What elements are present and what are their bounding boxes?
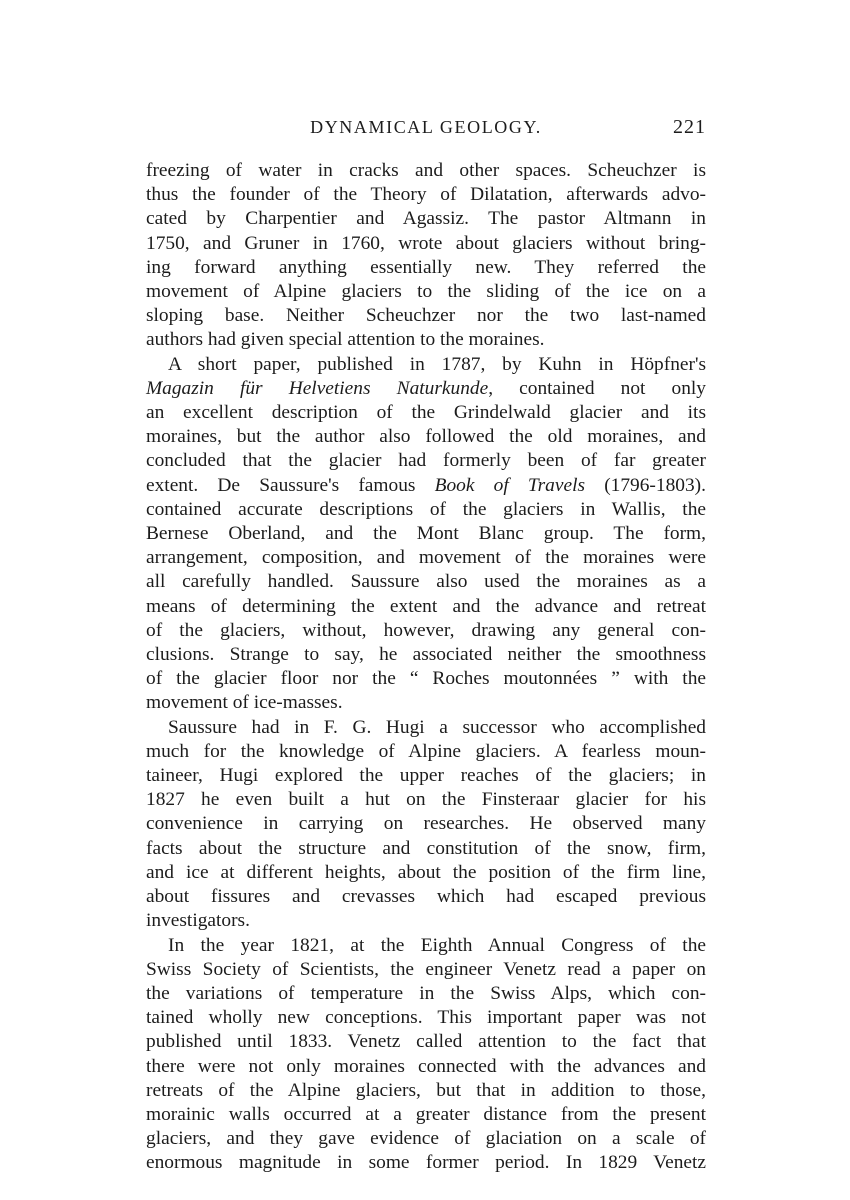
text-line: investigators. xyxy=(146,910,250,932)
text-line: concluded that the glacier had formerly been of far greater xyxy=(146,450,706,472)
text-line: published until 1833. Venetz called attention to the fact that xyxy=(146,1031,706,1053)
text-line: and ice at different heights, about the position of the firm line, xyxy=(146,861,706,883)
text-line: taineer, Hugi explored the upper reaches of the glaciers; in xyxy=(146,765,706,787)
text-line: In the year 1821, at the Eighth Annual Congress of the xyxy=(168,934,706,956)
page-number: 221 xyxy=(673,116,706,138)
text-line: Magazin für Helvetiens Naturkunde, contained not only xyxy=(146,377,706,399)
text-line: facts about the structure and constitution of the snow, firm, xyxy=(146,837,706,859)
paragraph xyxy=(146,353,706,716)
text-line: authors had given special attention to the moraines. xyxy=(146,329,545,351)
text-line: all carefully handled. Saussure also used the moraines as a xyxy=(146,571,706,593)
text-line: A short paper, published in 1787, by Kuhn in Höpfner's xyxy=(168,353,706,375)
text-line: Bernese Oberland, and the Mont Blanc group. The form, xyxy=(146,523,706,545)
running-head xyxy=(146,117,706,147)
paragraph xyxy=(146,159,706,353)
text-line: extent. De Saussure's famous Book of Travels (1796-1803). xyxy=(146,474,706,496)
text-line: convenience in carrying on researches. He observed many xyxy=(146,813,706,835)
text-line: movement of Alpine glaciers to the sliding of the ice on a xyxy=(146,281,706,303)
text-line: freezing of water in cracks and other spaces. Scheuchzer is xyxy=(146,160,706,181)
text-line: there were not only moraines connected with the advances and xyxy=(146,1055,706,1077)
text-line: ing forward anything essentially new. They referred the xyxy=(146,256,706,278)
text-line: about fissures and crevasses which had escaped previous xyxy=(146,886,706,908)
text-line: of the glacier floor nor the “ Roches moutonnées ” with the xyxy=(146,668,706,690)
text-line: thus the founder of the Theory of Dilatation, afterwards advo- xyxy=(146,184,706,206)
text-line: of the glaciers, without, however, drawing any general con- xyxy=(146,619,706,641)
text-line: tained wholly new conceptions. This important paper was not xyxy=(146,1007,706,1029)
text-line: glaciers, and they gave evidence of glaciation on a scale of xyxy=(146,1128,706,1150)
text-line: the variations of temperature in the Swiss Alps, which con- xyxy=(146,982,706,1004)
text-line: contained accurate descriptions of the glaciers in Wallis, the xyxy=(146,498,706,520)
text-line: arrangement, composition, and movement of the moraines were xyxy=(146,547,706,569)
paragraph xyxy=(146,934,706,1176)
running-title: DYNAMICAL GEOLOGY. xyxy=(310,117,542,137)
paragraph xyxy=(146,716,706,934)
text-line: 1750, and Gruner in 1760, wrote about glaciers without bring- xyxy=(146,232,706,254)
text-line: sloping base. Neither Scheuchzer nor the two last-named xyxy=(146,305,706,327)
text-line: much for the knowledge of Alpine glaciers. A fearless moun- xyxy=(146,740,706,762)
text-line: enormous magnitude in some former period. In 1829 Venetz xyxy=(146,1152,706,1174)
text-line: Saussure had in F. G. Hugi a successor who accomplished xyxy=(168,716,706,738)
text-line: morainic walls occurred at a greater distance from the present xyxy=(146,1103,706,1125)
text-line: Swiss Society of Scientists, the engineer Venetz read a paper on xyxy=(146,958,706,980)
text-line: movement of ice-masses. xyxy=(146,692,343,714)
text-line: moraines, but the author also followed the old moraines, and xyxy=(146,426,706,448)
text-line: 1827 he even built a hut on the Finsteraar glacier for his xyxy=(146,789,706,811)
text-line: clusions. Strange to say, he associated neither the smoothness xyxy=(146,644,706,666)
text-line: cated by Charpentier and Agassiz. The pastor Altmann in xyxy=(146,208,706,230)
body-text xyxy=(146,159,706,1176)
text-line: retreats of the Alpine glaciers, but that in addition to those, xyxy=(146,1079,706,1101)
text-line: an excellent description of the Grindelwald glacier and its xyxy=(146,402,706,424)
text-line: means of determining the extent and the advance and retreat xyxy=(146,595,706,617)
